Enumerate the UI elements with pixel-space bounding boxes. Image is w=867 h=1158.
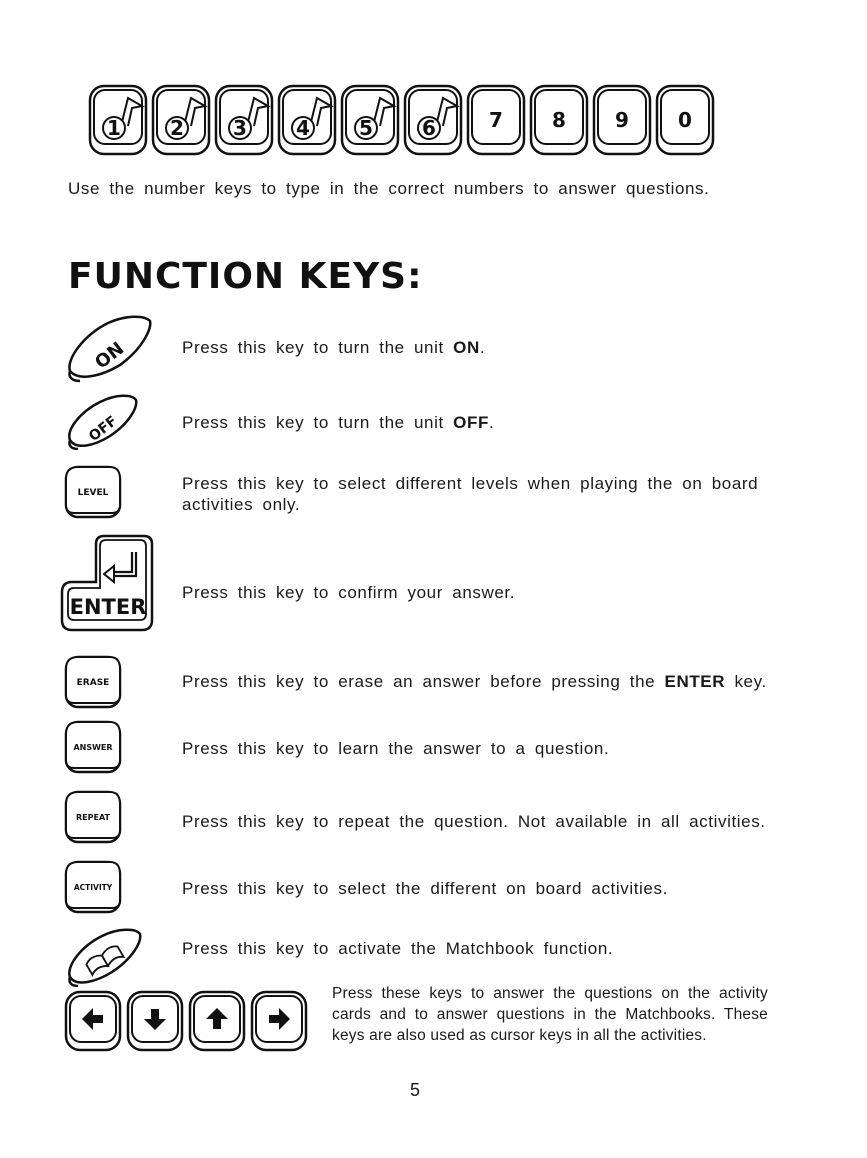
page-number: 5 xyxy=(410,1080,421,1100)
on-key-label: ON xyxy=(91,338,129,374)
number-key-label: 4 xyxy=(296,116,310,140)
number-key-label: 0 xyxy=(678,108,692,132)
activity-key-description: Press this key to select the different on board activities. xyxy=(182,879,668,898)
off-key xyxy=(64,394,140,455)
number-key-label: 5 xyxy=(359,116,373,140)
number-keys-row xyxy=(88,82,728,162)
arrow-left-key xyxy=(66,992,120,1050)
matchbook-key xyxy=(64,927,144,992)
number-key-label: 3 xyxy=(233,116,247,140)
enter-key-label: ENTER xyxy=(69,595,147,619)
number-key-0 xyxy=(657,86,713,154)
number-key-4 xyxy=(279,86,335,154)
arrow-keys xyxy=(64,990,314,1059)
on-key xyxy=(64,313,156,388)
number-keys-caption: Use the number keys to type in the correct numbers to answer questions. xyxy=(68,179,710,198)
section-title: FUNCTION KEYS: xyxy=(68,256,423,297)
repeat-key-label: REPEAT xyxy=(76,813,110,822)
number-keys-graphic xyxy=(88,82,728,162)
erase-key xyxy=(64,655,124,716)
number-key-5 xyxy=(342,86,398,154)
arrow-right-key xyxy=(252,992,306,1050)
level-key xyxy=(64,465,124,526)
activity-key-label: ACTIVITY xyxy=(73,883,113,892)
level-key-label: LEVEL xyxy=(77,488,109,498)
activity-key xyxy=(64,860,124,921)
on-key-description: Press this key to turn the unit ON. xyxy=(182,338,486,357)
number-key-label: 8 xyxy=(552,108,566,132)
repeat-key xyxy=(64,790,124,851)
arrow-up-key xyxy=(190,992,244,1050)
erase-key-description: Press this key to erase an answer before pressing the ENTER key. xyxy=(182,672,767,691)
number-key-9 xyxy=(594,86,650,154)
number-key-label: 1 xyxy=(107,116,121,140)
number-key-2 xyxy=(153,86,209,154)
number-key-8 xyxy=(531,86,587,154)
enter-key xyxy=(60,534,160,639)
arrow-down-key xyxy=(128,992,182,1050)
level-key-description: Press this key to select different levels when playing the on board activities only. xyxy=(182,474,759,514)
number-key-3 xyxy=(216,86,272,154)
answer-key xyxy=(64,720,124,781)
arrow-keys-description: Press these keys to answer the questions on the activity cards and to answer questions in the Matchbooks. These keys are also used as cursor keys in all the activities. xyxy=(332,985,768,1044)
number-key-6 xyxy=(405,86,461,154)
number-key-label: 9 xyxy=(615,108,629,132)
number-key-label: 6 xyxy=(422,116,436,140)
answer-key-label: ANSWER xyxy=(73,743,113,752)
off-key-description: Press this key to turn the unit OFF. xyxy=(182,413,495,432)
number-key-label: 2 xyxy=(170,116,184,140)
enter-key-description: Press this key to confirm your answer. xyxy=(182,583,516,602)
answer-key-description: Press this key to learn the answer to a question. xyxy=(182,739,610,758)
number-key-label: 7 xyxy=(489,108,503,132)
off-key-label: OFF xyxy=(86,413,121,445)
number-key-7 xyxy=(468,86,524,154)
number-key-1 xyxy=(90,86,146,154)
matchbook-key-description: Press this key to activate the Matchbook function. xyxy=(182,939,614,958)
repeat-key-description: Press this key to repeat the question. Not available in all activities. xyxy=(182,812,766,831)
erase-key-label: ERASE xyxy=(76,678,110,688)
